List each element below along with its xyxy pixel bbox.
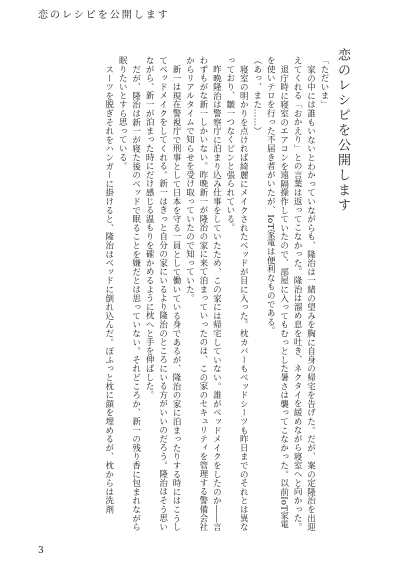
chapter-title: 恋のレシピを公開します (335, 48, 350, 213)
page-number: 3 (38, 546, 44, 556)
paragraph: 寝室の明かりを点ければ綺麗にメイクされたベッドが目に入った。枕カバーもベッドシーツも昨日までのそれとは異なっており、皺一つなくピンと張られている。 (224, 56, 249, 531)
paragraph: 新一は現在警視庁で刑事として日本を守る一員として働いている身であるが、隆治の家に泊まったりする時にはこうしてベッドメイクをしてくれる。新一はきっと自分の家にいるより隆治のところにいる方がいいのだろう。隆治はそう思いながら、新一が泊まった時にだけ感じる温もりを確かめるように枕へと手を伸ばした。 (144, 56, 182, 532)
paragraph: だが、隆治は新一が寝た後のベッドで眠ることを嫌だとは思っていない。それどころか、新一の残り香に包まれながら眠りたいとすら思っている。 (117, 56, 141, 531)
running-head: 恋のレシピを公開します (38, 10, 170, 21)
paragraph: 退庁時に寝室のエアコンを遠隔操作していたので、部屋に入ってもむっとした暑さは襲ってこなかった。以前IoT家電を使いテロを行った不届き者がいたが、IoT家電は便利なものである。 (265, 56, 289, 529)
paragraph: （あっ、また……） (251, 56, 262, 136)
paragraph: 「ただいま」 (319, 56, 329, 109)
paragraph: 昨晩隆治は警察庁に泊まり込み仕事をしていたため、この家には帰宅していない。誰がベッドメイクをしたのか――言わずもがな新一しかいない。昨晩新一が隆治の家に来て泊まっていったのは、この家のセキュリティを管理する警備会社からリアルタイムで知らせを受け取っていたので知っていた。 (184, 56, 222, 532)
paragraph: スーツを脱ぎそれをハンガーに掛けると、隆治はベッドに倒れ込んだ。ぽふっと枕に顔を埋めるが、枕からは洗剤 (103, 64, 114, 514)
paragraph: 家の中には誰もいないとわかっていながらも、隆治は一緒の望みを胸に自身の帰宅を告げた。だが、案の定隆治を出迎えてくれる「おかえり」との言葉は返ってこなかった。隆治は溜め息を吐き、ネクタイを緩めながら寝室へと向かった。 (292, 56, 316, 532)
body-text (34, 56, 330, 534)
